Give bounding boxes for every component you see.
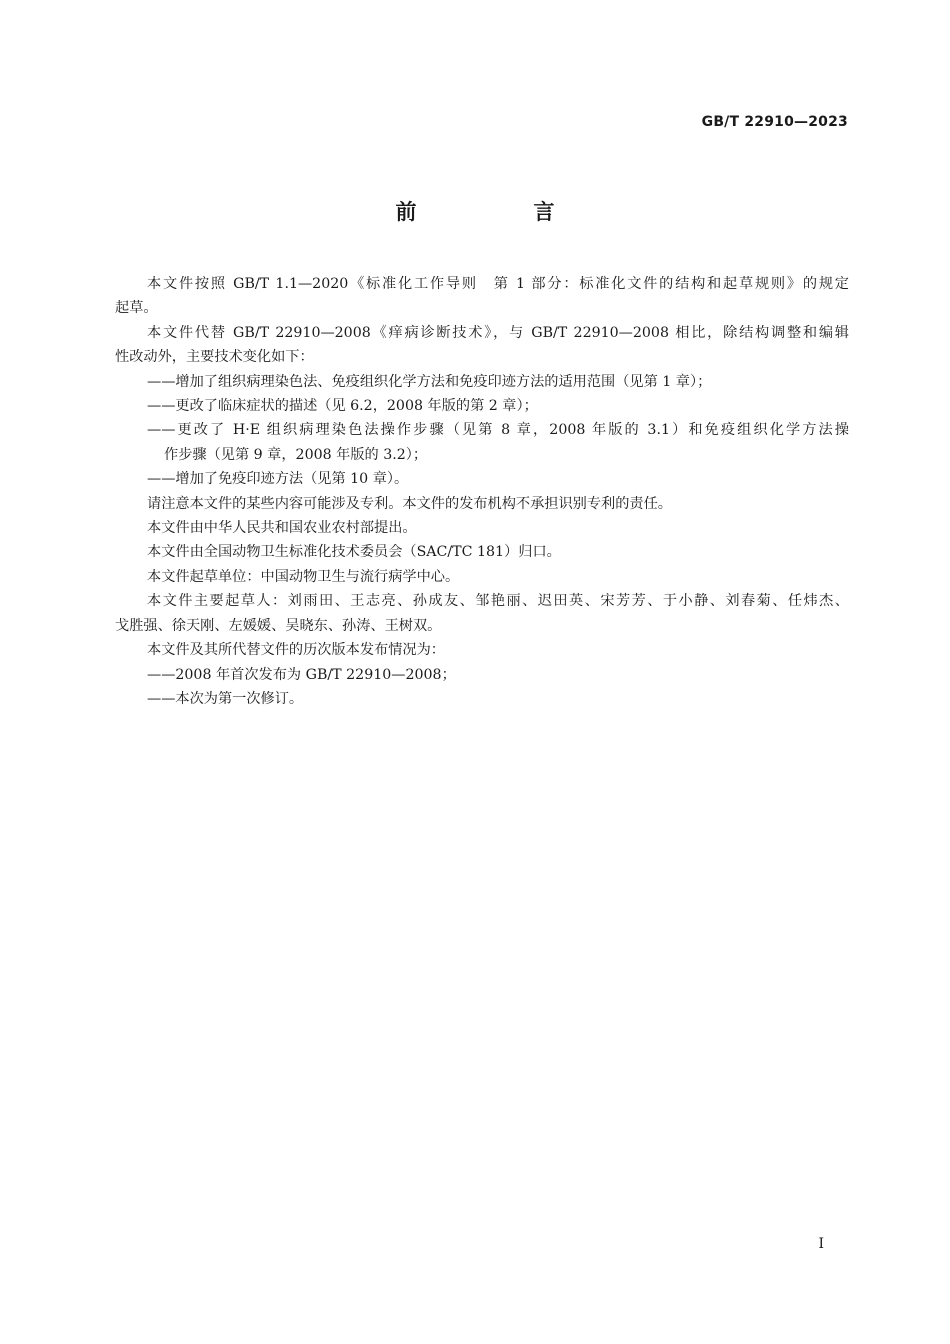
text-line: 起草。 <box>115 300 158 317</box>
page-number: I <box>818 1236 824 1252</box>
page-title: 前 言 <box>395 200 603 224</box>
text-line: 作步骤（见第 9 章，2008 年版的 3.2）； <box>164 446 428 463</box>
list-item: ——本次为第一次修订。 <box>147 690 304 707</box>
text-line: 本文件按照 GB/T 1.1—2020《标准化工作导则 第 1 部分：标准化文件的结构和起草规则》的规定 <box>147 276 849 292</box>
list-item: ——增加了免疫印迹方法（见第 10 章）。 <box>147 471 409 488</box>
text-line: 本文件代替 GB/T 22910—2008《痒病诊断技术》，与 GB/T 22910—2008 相比，除结构调整和编辑 <box>147 324 849 341</box>
list-item: ——更改了临床症状的描述（见 6.2，2008 年版的第 2 章）； <box>147 398 538 415</box>
list-item: ——增加了组织病理染色法、免疫组织化学方法和免疫印迹方法的适用范围（见第 1 章）； <box>147 373 712 390</box>
paragraph: 请注意本文件的某些内容可能涉及专利。本文件的发布机构不承担识别专利的责任。 <box>147 495 672 512</box>
text-line: 戈胜强、徐天刚、左媛媛、吴晓东、孙涛、王树双。 <box>115 617 442 634</box>
paragraph <box>115 272 849 321</box>
paragraph: 本文件及其所代替文件的历次版本发布情况为： <box>147 642 445 659</box>
paragraph: 本文件起草单位：中国动物卫生与流行病学中心。 <box>147 568 460 585</box>
paragraph <box>115 321 849 370</box>
list-item <box>115 418 849 467</box>
text-line: ——更改了 H·E 组织病理染色法操作步骤（见第 8 章，2008 年版的 3.1）和免疫组织化学方法操 <box>147 422 849 439</box>
paragraph: 本文件由中华人民共和国农业农村部提出。 <box>147 520 417 537</box>
text-line: 本文件主要起草人：刘雨田、王志亮、孙成友、邹艳丽、迟田英、宋芳芳、于小静、刘春菊、任炜杰、 <box>147 593 849 610</box>
text-line: 性改动外，主要技术变化如下： <box>115 349 314 366</box>
paragraph <box>115 589 849 638</box>
paragraph: 本文件由全国动物卫生标准化技术委员会（SAC/TC 181）归口。 <box>147 544 561 561</box>
foreword-body <box>115 272 849 711</box>
list-item: ——2008 年首次发布为 GB/T 22910—2008； <box>147 666 456 683</box>
standard-number: GB/T 22910—2023 <box>701 114 848 130</box>
